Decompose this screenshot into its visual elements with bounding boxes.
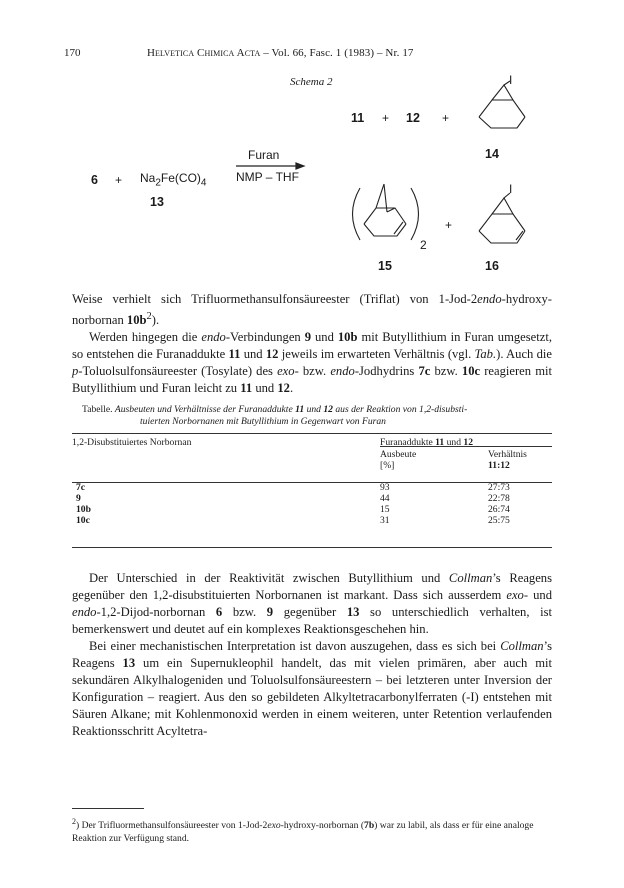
column-unit: [%]: [380, 460, 395, 471]
ratio-cell: 22:78: [488, 493, 510, 504]
table-row: [72, 515, 552, 526]
column-unit: 11:12: [488, 460, 510, 471]
norbornene-structure-16: [479, 193, 525, 243]
table-row: [72, 482, 552, 493]
paragraph: Werden hingegen die endo-Verbindungen 9 und 10b mit Butyllithium in Furan umgesetzt, so entstehen die Furanaddukte 11 und 12 jeweils im erwarteten Verhältnis (vgl. Tab.). Auch die p-Toluolsulfonsäureester (Tosylate) des exo- bzw. endo-Jodhydrins 7c bzw. 10c reagieren mit Butyllithium und Furan leicht zu 11 und 12.: [72, 330, 552, 396]
arrow-condition-top: Furan: [248, 148, 280, 162]
paragraph: Bei einer mechanistischen Interpretation ist davon auszugehen, dass es sich bei Collman’s Reagens 13 um ein Supernukleophil handelt, das mit vielen primären, aber auch mit sekundären Alkylhalogeniden und Toluolsulfonsäureestern – bei letzteren unter Inversion der Konfiguration – reagiert. Aus den so gebildeten Alkyltetracarbonylferraten (-I) entstehen mit Säuren Alkane; mit Kohlenmonoxid werden in einem weiteren, unter Retention verlaufenden Reaktionsschritt Acyltetra-: [72, 639, 552, 738]
footnote-rule: [72, 808, 144, 809]
product-12-label: 12: [406, 111, 420, 125]
yield-cell: 44: [380, 493, 390, 504]
paragraph: Der Unterschied in der Reaktivität zwischen Butyllithium und Collman’s Reagens gegenüber den 1,2-disubstituierten Norbornanen ist markant. Dass sich ausserdem exo- und endo-1,2-Dijod-norbornan 6 bzw. 9 gegenüber 13 so unterschiedlich verhalten, ist bemerkenswert und deutet auf ein komplexes Reaktionsgeschehen hin.: [72, 571, 553, 636]
table-row: [72, 504, 552, 515]
product-11-label: 11: [351, 111, 365, 125]
footnote-marker: 2: [72, 817, 76, 826]
compound-cell: 7c: [76, 482, 86, 493]
arrow-condition-bottom: NMP – THF: [236, 170, 299, 184]
footnote-ref: 2: [146, 311, 152, 322]
footnote: $^2$) Der Trifluormethansulfonsäureester von 1-Jod-2exo-hydroxy-norbornan (7b) war zu labil, als dass er für eine analoge Reaktion zur Verfügung stand.: [72, 817, 534, 845]
compound-cell: 10b: [76, 504, 91, 515]
column-header: Ausbeute: [380, 449, 417, 460]
yield-cell: 15: [380, 504, 390, 515]
group-header: Furanaddukte 11 und 12: [380, 437, 474, 448]
plus-sign: +: [382, 111, 390, 125]
page-number: 170: [64, 47, 81, 59]
text-block-upper: [72, 291, 552, 397]
norbornane-structure-14: [479, 81, 525, 128]
journal-name: Helvetica Chimica Acta: [147, 47, 261, 59]
column-header: Verhältnis: [488, 449, 527, 460]
text-block-lower: [72, 570, 552, 740]
table-caption: Tabelle. Ausbeuten und Verhältnisse der Furanaddukte 11 und 12 aus der Reaktion von 1,2-disubsti- tuierten Norbornanen mit Butyllithium in Gegenwart von Furan: [82, 404, 468, 427]
ratio-cell: 26:74: [488, 504, 510, 515]
reagent-formula: $Na_2Fe(CO)_4$: [140, 171, 207, 189]
scheme-title: Schema 2: [290, 76, 333, 88]
volume-info: – Vol. 66, Fasc. 1 (1983) – Nr. 17: [263, 47, 414, 59]
product-16-label: 16: [485, 259, 499, 273]
table-bottom-rule: [72, 547, 552, 548]
yield-cell: 31: [380, 515, 390, 526]
reaction-arrow: [236, 163, 304, 169]
reagent-13-label: 13: [150, 195, 164, 209]
paragraph: Weise verhielt sich Trifluormethansulfonsäureester (Triflat) von 1-Jod-2endo-hydroxy-norbornan $10b^2$).: [72, 292, 552, 328]
norbornene-dimer-structure-15: [353, 184, 419, 240]
compound-cell: 10c: [76, 515, 90, 526]
ratio-cell: 25:75: [488, 515, 510, 526]
plus-sign: +: [442, 111, 450, 125]
ratio-cell: 27:73: [488, 482, 510, 493]
table-top-rule: [72, 433, 552, 434]
table-header-row: [72, 437, 552, 448]
yield-cell: 93: [380, 482, 390, 493]
table-subheader-row: [72, 448, 552, 460]
compound-cell: 9: [76, 493, 81, 504]
table-row: [72, 493, 552, 504]
dimer-subscript: 2: [420, 238, 427, 252]
iodine-label-16: I: [509, 182, 513, 196]
table-subheader-row: [72, 460, 552, 471]
column-header: 1,2-Disubstituiertes Norbornan: [72, 437, 192, 448]
iodine-label-14: I: [509, 73, 513, 87]
plus-sign: +: [115, 173, 123, 187]
plus-sign: +: [445, 218, 453, 232]
reactant-6-label: 6: [91, 173, 98, 187]
product-14-label: 14: [485, 147, 499, 161]
results-table: [72, 437, 552, 526]
product-15-label: 15: [378, 259, 392, 273]
